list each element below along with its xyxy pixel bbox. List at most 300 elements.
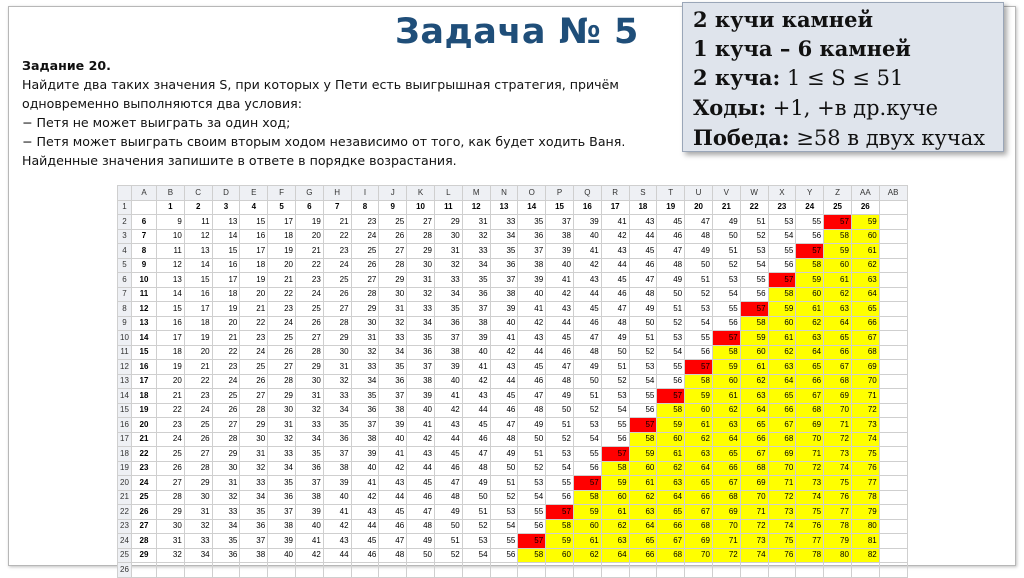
- value-cell: 61: [601, 505, 629, 520]
- value-cell: 72: [768, 490, 796, 505]
- value-cell: 47: [434, 476, 462, 491]
- value-cell: 60: [740, 345, 768, 360]
- value-cell: 54: [629, 374, 657, 389]
- value-cell: 47: [379, 534, 407, 549]
- value-cell: 61: [851, 244, 879, 259]
- empty-cell: [323, 563, 351, 578]
- value-cell: 53: [546, 447, 574, 462]
- value-cell: 57: [685, 360, 713, 375]
- value-cell: 31: [212, 476, 240, 491]
- value-cell: 38: [268, 519, 296, 534]
- value-cell: 58: [629, 432, 657, 447]
- rules-line-5-value: ≥58 в двух кучах: [789, 126, 986, 150]
- empty-cell: [824, 563, 852, 578]
- value-cell: 27: [323, 302, 351, 317]
- value-cell: 50: [629, 316, 657, 331]
- value-cell: 35: [462, 273, 490, 288]
- value-cell: 60: [851, 229, 879, 244]
- value-cell: 58: [796, 258, 824, 273]
- value-cell: 72: [824, 432, 852, 447]
- value-cell: 43: [407, 447, 435, 462]
- value-cell: 19: [295, 215, 323, 230]
- value-cell: 54: [462, 548, 490, 563]
- value-cell: 45: [379, 505, 407, 520]
- value-cell: 50: [518, 432, 546, 447]
- value-cell: 41: [601, 215, 629, 230]
- empty-cell: [879, 374, 907, 389]
- rules-line-4: [693, 93, 993, 123]
- value-cell: 60: [601, 490, 629, 505]
- value-cell: 28: [323, 316, 351, 331]
- value-cell: 21: [323, 215, 351, 230]
- value-cell: 50: [462, 490, 490, 505]
- value-cell: 16: [240, 229, 268, 244]
- value-cell: 22: [323, 229, 351, 244]
- row-header: 5: [118, 258, 132, 273]
- value-cell: 74: [851, 432, 879, 447]
- s-value-header: 8: [351, 200, 379, 215]
- value-cell: 40: [407, 403, 435, 418]
- value-cell: 73: [768, 505, 796, 520]
- column-header: A: [132, 186, 157, 201]
- empty-cell: [879, 447, 907, 462]
- value-cell: 55: [573, 447, 601, 462]
- task-line: − Петя не может выиграть за один ход;: [22, 115, 291, 130]
- row-header: 22: [118, 505, 132, 520]
- value-cell: 61: [768, 331, 796, 346]
- column-header: AA: [851, 186, 879, 201]
- value-cell: 31: [434, 244, 462, 259]
- table-row: [118, 563, 908, 578]
- value-cell: 47: [657, 244, 685, 259]
- value-cell: 52: [712, 258, 740, 273]
- column-header: O: [518, 186, 546, 201]
- value-cell: 76: [824, 490, 852, 505]
- value-cell: 51: [657, 302, 685, 317]
- value-cell: 51: [546, 418, 574, 433]
- value-cell: 64: [824, 316, 852, 331]
- value-cell: 28: [240, 403, 268, 418]
- value-cell: 24: [212, 374, 240, 389]
- value-cell: 46: [379, 519, 407, 534]
- value-cell: 77: [824, 505, 852, 520]
- value-cell: 65: [740, 418, 768, 433]
- value-cell: 17: [240, 244, 268, 259]
- value-cell: 34: [323, 403, 351, 418]
- value-cell: 54: [712, 287, 740, 302]
- value-cell: 61: [685, 418, 713, 433]
- value-cell: 28: [212, 432, 240, 447]
- empty-cell: [879, 345, 907, 360]
- value-cell: 36: [434, 316, 462, 331]
- column-header: K: [407, 186, 435, 201]
- value-cell: 32: [295, 403, 323, 418]
- value-cell: 17: [212, 273, 240, 288]
- value-cell: 35: [323, 418, 351, 433]
- value-cell: 25: [212, 389, 240, 404]
- value-cell: 18: [184, 316, 212, 331]
- table-row: [118, 360, 908, 375]
- column-header: G: [295, 186, 323, 201]
- value-cell: 32: [434, 258, 462, 273]
- value-cell: 34: [295, 432, 323, 447]
- value-cell: 22: [184, 374, 212, 389]
- table-row: [118, 432, 908, 447]
- value-cell: 45: [601, 273, 629, 288]
- value-cell: 75: [796, 505, 824, 520]
- value-cell: 26: [323, 287, 351, 302]
- value-cell: 27: [157, 476, 185, 491]
- value-cell: 40: [295, 519, 323, 534]
- value-cell: 50: [685, 258, 713, 273]
- value-cell: 33: [351, 360, 379, 375]
- value-cell: 63: [824, 302, 852, 317]
- value-cell: 59: [796, 273, 824, 288]
- value-cell: 60: [824, 258, 852, 273]
- column-header: E: [240, 186, 268, 201]
- value-cell: 57: [768, 273, 796, 288]
- value-cell: 45: [407, 476, 435, 491]
- value-cell: 35: [407, 331, 435, 346]
- value-cell: 48: [490, 432, 518, 447]
- empty-cell: [268, 563, 296, 578]
- value-cell: 24: [157, 432, 185, 447]
- s-value-header: 12: [462, 200, 490, 215]
- value-cell: 52: [629, 345, 657, 360]
- value-cell: 27: [212, 418, 240, 433]
- value-cell: 41: [295, 534, 323, 549]
- value-cell: 41: [462, 360, 490, 375]
- value-cell: 39: [573, 215, 601, 230]
- value-cell: 32: [462, 229, 490, 244]
- value-cell: 79: [824, 534, 852, 549]
- value-cell: 35: [240, 505, 268, 520]
- value-cell: 23: [351, 215, 379, 230]
- empty-cell: [518, 563, 546, 578]
- value-cell: 44: [407, 461, 435, 476]
- value-cell: 61: [824, 273, 852, 288]
- value-cell: 54: [685, 316, 713, 331]
- value-cell: 40: [379, 432, 407, 447]
- value-cell: 32: [268, 432, 296, 447]
- s-value-header: 10: [407, 200, 435, 215]
- value-cell: 28: [295, 345, 323, 360]
- value-cell: 46: [407, 490, 435, 505]
- value-cell: 48: [518, 403, 546, 418]
- value-cell: 62: [629, 490, 657, 505]
- value-cell: 53: [573, 418, 601, 433]
- value-cell: 48: [407, 519, 435, 534]
- empty-cell: [184, 563, 212, 578]
- value-cell: 38: [407, 374, 435, 389]
- value-cell: 52: [518, 461, 546, 476]
- s-value-header: 7: [323, 200, 351, 215]
- value-cell: 44: [434, 432, 462, 447]
- pile1-value: 16: [132, 360, 157, 375]
- value-cell: 68: [851, 345, 879, 360]
- s-value-header: 21: [712, 200, 740, 215]
- empty-cell: [879, 403, 907, 418]
- value-cell: 48: [601, 316, 629, 331]
- rules-line-3: [693, 63, 993, 93]
- value-cell: 74: [796, 490, 824, 505]
- value-cell: 28: [268, 374, 296, 389]
- empty-cell: [879, 490, 907, 505]
- value-cell: 63: [768, 360, 796, 375]
- value-cell: 33: [295, 418, 323, 433]
- value-cell: 31: [323, 360, 351, 375]
- value-cell: 32: [240, 461, 268, 476]
- empty-cell: [879, 418, 907, 433]
- empty-cell: [879, 244, 907, 259]
- task-heading: Задание 20.: [22, 58, 111, 73]
- value-cell: 36: [212, 548, 240, 563]
- value-cell: 52: [740, 229, 768, 244]
- value-cell: 41: [407, 418, 435, 433]
- rules-line-4-label: Ходы:: [693, 95, 767, 120]
- value-cell: 57: [573, 476, 601, 491]
- value-cell: 47: [407, 505, 435, 520]
- column-header: U: [685, 186, 713, 201]
- value-cell: 43: [351, 505, 379, 520]
- value-cell: 66: [851, 316, 879, 331]
- value-cell: 39: [323, 476, 351, 491]
- value-cell: 30: [184, 490, 212, 505]
- s-value-header: 23: [768, 200, 796, 215]
- rules-line-5: [693, 123, 993, 153]
- value-cell: 54: [657, 345, 685, 360]
- table-row: [118, 418, 908, 433]
- value-cell: 56: [629, 403, 657, 418]
- value-cell: 64: [685, 461, 713, 476]
- value-cell: 63: [685, 447, 713, 462]
- value-cell: 77: [851, 476, 879, 491]
- value-cell: 46: [629, 258, 657, 273]
- value-cell: 44: [462, 403, 490, 418]
- value-cell: 47: [462, 447, 490, 462]
- empty-cell: [879, 461, 907, 476]
- value-cell: 49: [685, 244, 713, 259]
- value-cell: 63: [601, 534, 629, 549]
- value-cell: 36: [351, 403, 379, 418]
- value-cell: 37: [434, 331, 462, 346]
- value-cell: 64: [629, 519, 657, 534]
- value-cell: 33: [462, 244, 490, 259]
- value-cell: 66: [712, 461, 740, 476]
- value-cell: 39: [268, 534, 296, 549]
- value-cell: 15: [240, 215, 268, 230]
- value-cell: 55: [546, 476, 574, 491]
- value-cell: 47: [490, 418, 518, 433]
- value-cell: 70: [824, 403, 852, 418]
- value-cell: 21: [184, 360, 212, 375]
- value-cell: 46: [434, 461, 462, 476]
- value-cell: 65: [685, 476, 713, 491]
- value-cell: 47: [601, 302, 629, 317]
- s-value-header: 17: [601, 200, 629, 215]
- value-cell: 46: [657, 229, 685, 244]
- row-header: 21: [118, 490, 132, 505]
- value-cell: 56: [740, 287, 768, 302]
- value-cell: 67: [851, 331, 879, 346]
- value-cell: 37: [407, 360, 435, 375]
- pile1-value: 6: [132, 215, 157, 230]
- value-cell: 69: [740, 476, 768, 491]
- value-cell: 31: [268, 418, 296, 433]
- value-cell: 69: [685, 534, 713, 549]
- pile1-value: 26: [132, 505, 157, 520]
- value-cell: 71: [851, 389, 879, 404]
- value-cell: 40: [490, 316, 518, 331]
- pile1-value: 11: [132, 287, 157, 302]
- value-cell: 80: [824, 548, 852, 563]
- value-cell: 40: [573, 229, 601, 244]
- value-cell: 40: [434, 374, 462, 389]
- pile1-value: 29: [132, 548, 157, 563]
- value-cell: 66: [685, 490, 713, 505]
- empty-cell: [573, 563, 601, 578]
- value-cell: 21: [157, 389, 185, 404]
- value-cell: 39: [518, 273, 546, 288]
- value-cell: 59: [768, 302, 796, 317]
- empty-cell: [879, 258, 907, 273]
- rules-line-2: 1 куча – 6 камней: [693, 36, 911, 61]
- value-cell: 69: [824, 389, 852, 404]
- table-row: [118, 273, 908, 288]
- value-cell: 46: [462, 432, 490, 447]
- value-cell: 79: [851, 505, 879, 520]
- value-cell: 35: [434, 302, 462, 317]
- table-row: [118, 302, 908, 317]
- value-cell: 21: [240, 302, 268, 317]
- value-cell: 23: [212, 360, 240, 375]
- value-cell: 44: [601, 258, 629, 273]
- pile1-value: 8: [132, 244, 157, 259]
- value-cell: 56: [768, 258, 796, 273]
- value-cell: 65: [629, 534, 657, 549]
- value-cell: 45: [518, 360, 546, 375]
- value-cell: 30: [351, 316, 379, 331]
- task-line: Найдите два таких значения S, при которых у Пети есть выигрышная стратегия, причём: [22, 77, 619, 92]
- empty-cell: [132, 200, 157, 215]
- value-cell: 48: [434, 490, 462, 505]
- s-value-header: 13: [490, 200, 518, 215]
- empty-cell: [546, 563, 574, 578]
- value-cell: 46: [490, 403, 518, 418]
- value-cell: 77: [796, 534, 824, 549]
- value-cell: 19: [240, 273, 268, 288]
- value-cell: 22: [295, 258, 323, 273]
- value-cell: 17: [184, 302, 212, 317]
- value-cell: 55: [518, 505, 546, 520]
- value-cell: 58: [518, 548, 546, 563]
- column-header: M: [462, 186, 490, 201]
- value-cell: 55: [796, 215, 824, 230]
- pile1-value: 25: [132, 490, 157, 505]
- empty-cell: [685, 563, 713, 578]
- value-cell: 62: [657, 461, 685, 476]
- value-cell: 43: [379, 476, 407, 491]
- value-cell: 41: [379, 447, 407, 462]
- pile1-value: 21: [132, 432, 157, 447]
- value-cell: 57: [629, 418, 657, 433]
- task-line: одновременно выполняются два условия:: [22, 96, 302, 111]
- value-cell: 39: [546, 244, 574, 259]
- value-cell: 52: [657, 316, 685, 331]
- value-cell: 47: [546, 360, 574, 375]
- value-cell: 26: [351, 258, 379, 273]
- row-header: 24: [118, 534, 132, 549]
- value-cell: 30: [434, 229, 462, 244]
- value-cell: 57: [740, 302, 768, 317]
- value-cell: 54: [768, 229, 796, 244]
- column-header: I: [351, 186, 379, 201]
- value-cell: 45: [434, 447, 462, 462]
- value-cell: 36: [379, 374, 407, 389]
- value-cell: 51: [601, 360, 629, 375]
- row-header: 8: [118, 302, 132, 317]
- empty-cell: [879, 534, 907, 549]
- value-cell: 38: [240, 548, 268, 563]
- value-cell: 56: [518, 519, 546, 534]
- value-cell: 59: [851, 215, 879, 230]
- value-cell: 50: [407, 548, 435, 563]
- value-cell: 52: [601, 374, 629, 389]
- table-row: [118, 519, 908, 534]
- value-cell: 24: [184, 403, 212, 418]
- value-cell: 68: [824, 374, 852, 389]
- value-cell: 49: [434, 505, 462, 520]
- value-cell: 67: [824, 360, 852, 375]
- value-cell: 67: [740, 447, 768, 462]
- value-cell: 78: [851, 490, 879, 505]
- s-value-header: 18: [629, 200, 657, 215]
- table-row: [118, 244, 908, 259]
- value-cell: 31: [351, 331, 379, 346]
- value-cell: 41: [546, 273, 574, 288]
- value-cell: 33: [434, 273, 462, 288]
- value-cell: 53: [490, 505, 518, 520]
- value-cell: 10: [157, 229, 185, 244]
- table-row: [118, 331, 908, 346]
- task-text: [22, 56, 672, 170]
- value-cell: 49: [490, 447, 518, 462]
- pile1-value: 24: [132, 476, 157, 491]
- column-header: X: [768, 186, 796, 201]
- value-cell: 26: [157, 461, 185, 476]
- value-cell: 30: [157, 519, 185, 534]
- table-row: [118, 447, 908, 462]
- pile1-value: 14: [132, 331, 157, 346]
- value-cell: 29: [379, 273, 407, 288]
- value-cell: 56: [546, 490, 574, 505]
- value-cell: 49: [601, 331, 629, 346]
- value-cell: 62: [796, 316, 824, 331]
- value-cell: 21: [268, 273, 296, 288]
- value-cell: 36: [462, 287, 490, 302]
- value-cell: 36: [268, 490, 296, 505]
- pile1-value: 19: [132, 403, 157, 418]
- value-cell: 30: [379, 287, 407, 302]
- value-cell: 16: [212, 258, 240, 273]
- column-header: J: [379, 186, 407, 201]
- value-cell: 9: [157, 215, 185, 230]
- value-cell: 59: [573, 505, 601, 520]
- s-value-header: 3: [212, 200, 240, 215]
- row-header: 7: [118, 287, 132, 302]
- value-cell: 19: [184, 331, 212, 346]
- value-cell: 53: [657, 331, 685, 346]
